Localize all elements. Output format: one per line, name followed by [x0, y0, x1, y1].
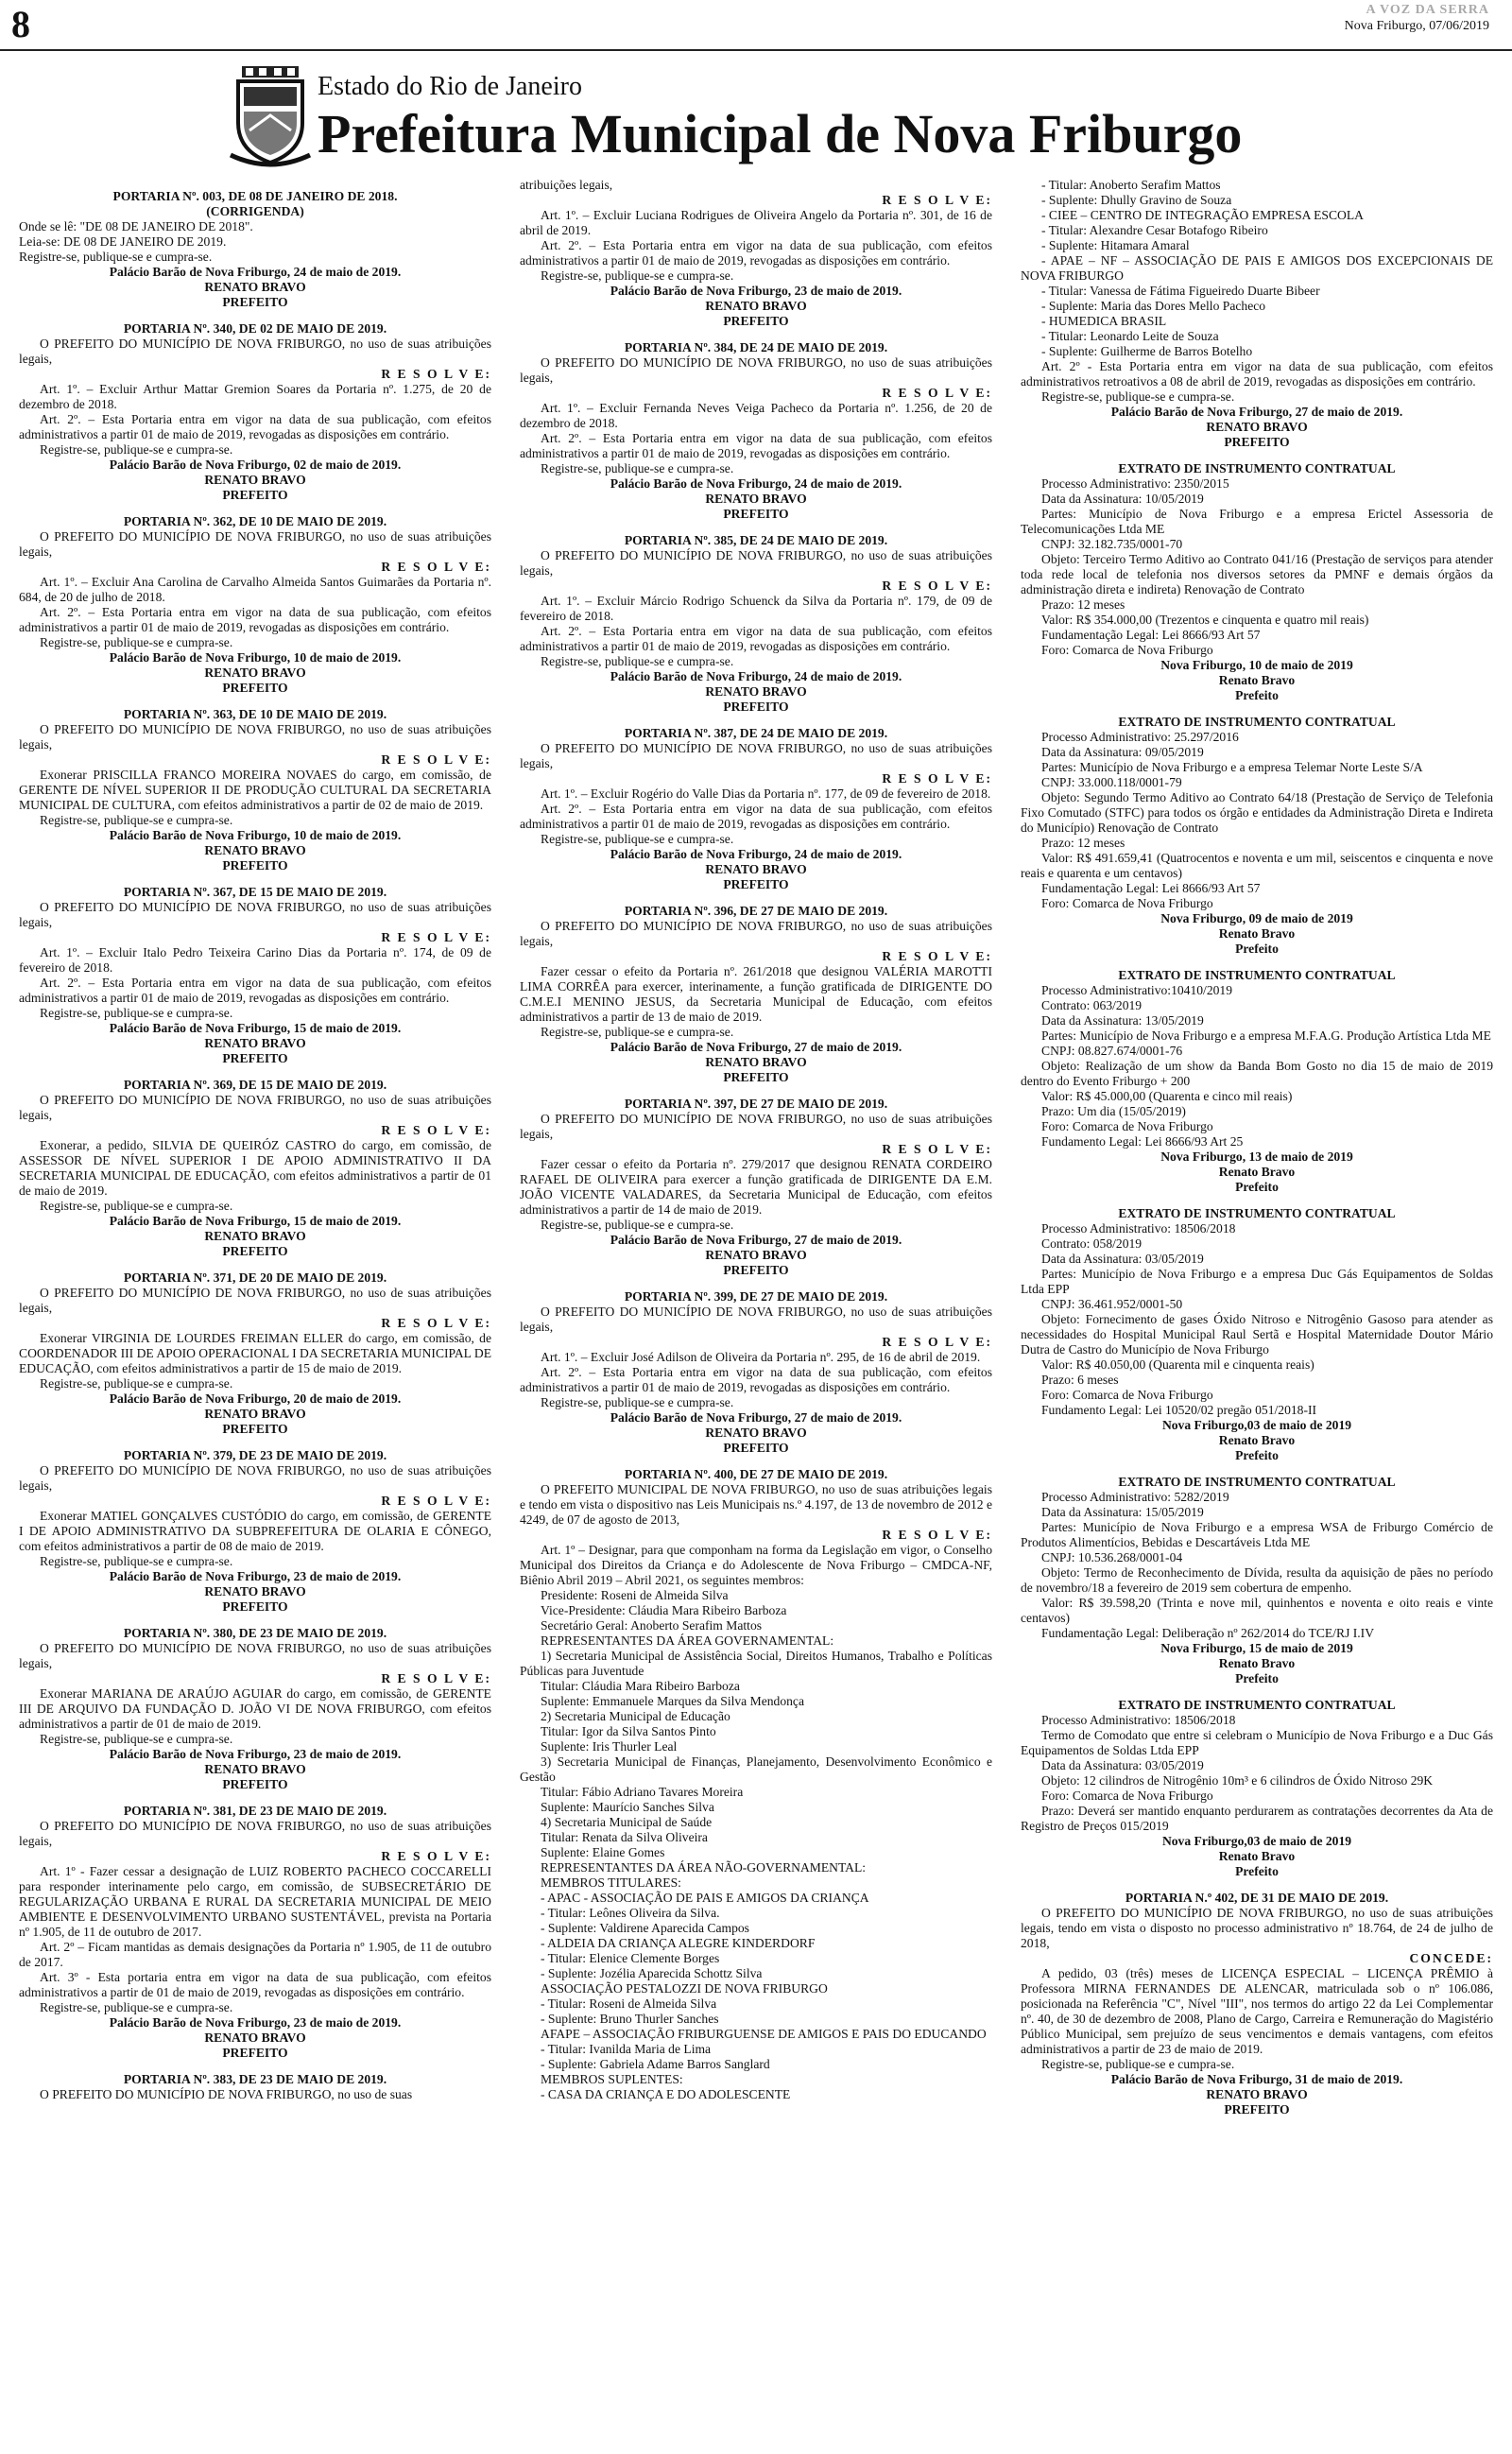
signature-line: RENATO BRAVO [204, 1407, 306, 1421]
resolve-heading: R E S O L V E: [381, 930, 491, 944]
paragraph: Art. 2º. – Esta Portaria entra em vigor na data de sua publicação, com efeitos administrativos a partir 01 de maio de 2019, revogadas as disposições em contrário. [520, 1365, 992, 1394]
paragraph: Titular: Igor da Silva Santos Pinto [541, 1724, 716, 1738]
signature-line: Palácio Barão de Nova Friburgo, 15 de maio de 2019. [109, 1214, 402, 1228]
signature-line: PREFEITO [1224, 2102, 1290, 2117]
signature-line: Palácio Barão de Nova Friburgo, 27 de maio de 2019. [1110, 405, 1403, 419]
resolve-heading: R E S O L V E: [882, 579, 992, 593]
signature-line: PREFEITO [222, 295, 288, 309]
signature-line: PREFEITO [222, 1422, 288, 1436]
resolve-heading: R E S O L V E: [381, 367, 491, 381]
signature-line: PREFEITO [222, 681, 288, 695]
state-name: Estado do Rio de Janeiro [318, 72, 582, 101]
signature-line: RENATO BRAVO [705, 1248, 807, 1262]
paragraph: Art. 1º. – Excluir Ana Carolina de Carvalho Almeida Santos Guimarães da Portaria nº. 684, de 20 de julho de 2018. [19, 575, 491, 604]
paragraph: 2) Secretaria Municipal de Educação [541, 1709, 730, 1723]
resolve-heading: R E S O L V E: [882, 386, 992, 400]
resolve-heading: R E S O L V E: [882, 1528, 992, 1542]
signature-line: Palácio Barão de Nova Friburgo, 24 de maio de 2019. [610, 476, 902, 491]
paragraph: Processo Administrativo: 2350/2015 [1041, 476, 1229, 491]
paragraph: - Titular: Ivanilda Maria de Lima [541, 2042, 712, 2056]
paragraph: Exonerar, a pedido, SILVIA DE QUEIRÓZ CASTRO do cargo, em comissão, de ASSESSOR DE NÍVEL SUPERIOR I DE APOIO ADMINISTRATIVO II DA SECRETARIA MUNICIPAL DE EDUCAÇÃO, com efeitos administrativos a partir de 01 de maio de 2019. [19, 1138, 491, 1198]
paragraph: Valor: R$ 491.659,41 (Quatrocentos e noventa e um mil, seiscentos e cinquenta e nove reais e quarenta e um centavos) [1021, 851, 1493, 880]
signature-line: PREFEITO [1224, 435, 1290, 449]
signature-line: Palácio Barão de Nova Friburgo, 27 de maio de 2019. [610, 1040, 902, 1054]
masthead [227, 55, 1342, 178]
paragraph: Registre-se, publique-se e cumpra-se. [40, 813, 233, 827]
signature-line: Prefeito [1235, 1448, 1279, 1462]
paragraph: Prazo: 6 meses [1041, 1373, 1119, 1387]
paragraph: Registre-se, publique-se e cumpra-se. [19, 250, 213, 264]
paragraph: Exonerar MARIANA DE ARAÚJO AGUIAR do cargo, em comissão, de GERENTE III DE ARQUIVO DA FUNDAÇÃO D. JOÃO VI DE NOVA FRIBURGO, com efeitos administrativos a partir de 01 de maio de 2019. [19, 1686, 491, 1731]
paragraph: Fundamentação Legal: Deliberação nº 262/2014 do TCE/RJ I.IV [1041, 1626, 1375, 1640]
page-header [0, 0, 1512, 51]
signature-line: Nova Friburgo, 13 de maio de 2019 [1160, 1149, 1353, 1164]
coat-of-arms-icon [227, 64, 314, 168]
paragraph: Valor: R$ 45.000,00 (Quarenta e cinco mil reais) [1041, 1089, 1293, 1103]
paragraph: - CIEE – CENTRO DE INTEGRAÇÃO EMPRESA ESCOLA [1041, 208, 1364, 222]
paragraph: CNPJ: 36.461.952/0001-50 [1041, 1297, 1183, 1311]
signature-line: RENATO BRAVO [705, 684, 807, 699]
signature-line: Palácio Barão de Nova Friburgo, 23 de maio de 2019. [109, 2015, 402, 2030]
signature-line: Palácio Barão de Nova Friburgo, 23 de maio de 2019. [610, 284, 902, 298]
signature-line: Palácio Barão de Nova Friburgo, 02 de maio de 2019. [109, 458, 402, 472]
resolve-heading: R E S O L V E: [381, 752, 491, 767]
paragraph: Art. 1º - Fazer cessar a designação de LUIZ ROBERTO PACHECO COCCARELLI para responder interinamente pelo cargo, em comissão, de SUBSECRETÁRIO DE REGULARIZAÇÃO URBANA E RURAL DA SECRETARIA MUNICIPAL DE MEIO AMBIENTE E DESENVOLVIMENTO URBANO SUSTENTÁVEL, prevista na Portaria nº 1.905, de 11 de outubro de 2017. [19, 1864, 491, 1939]
paragraph: O PREFEITO DO MUNICÍPIO DE NOVA FRIBURGO, no uso de suas atribuições legais, [520, 355, 992, 385]
paragraph: - Titular: Anoberto Serafim Mattos [1041, 178, 1221, 192]
paragraph: Registre-se, publique-se e cumpra-se. [1041, 2057, 1235, 2071]
signature-line: PREFEITO [723, 877, 789, 891]
paragraph: Vice-Presidente: Cláudia Mara Ribeiro Barboza [541, 1603, 787, 1617]
paragraph: A pedido, 03 (três) meses de LICENÇA ESPECIAL – LICENÇA PRÊMIO à Professora MIRNA FERNANDES DE ALENCAR, matriculada sob o nº 106.086, posicionada na Referência "C", Nível "III", nos termos do artigo 22 da Lei Complementar nº. 40, de 30 de dezembro de 2008, Plano de Cargo, Carreira e Remuneração do Magistério Público Municipal, sem prejuízo de seus vencimentos e demais vantagens, com efeitos administrativos a partir de 23 de maio de 2019. [1021, 1966, 1493, 2056]
paragraph: CNPJ: 10.536.268/0001-04 [1041, 1550, 1183, 1564]
signature-line: Renato Bravo [1218, 926, 1296, 941]
signature-line: Renato Bravo [1218, 1433, 1296, 1447]
paragraph: MEMBROS TITULARES: [541, 1875, 681, 1890]
paragraph: - Suplente: Dhully Gravino de Souza [1041, 193, 1232, 207]
paragraph: Exonerar MATIEL GONÇALVES CUSTÓDIO do cargo, em comissão, de GERENTE I DE APOIO ADMINISTRATIVO DA SUBPREFEITURA DE OLARIA E CÔNEGO, com efeitos administrativos a partir de 08 de maio de 2019. [19, 1509, 491, 1553]
signature-line: Renato Bravo [1218, 673, 1296, 687]
signature-line: RENATO BRAVO [705, 862, 807, 876]
paragraph: AFAPE – ASSOCIAÇÃO FRIBURGUENSE DE AMIGOS E PAIS DO EDUCANDO [541, 2027, 987, 2041]
act-title: EXTRATO DE INSTRUMENTO CONTRATUAL [1118, 1206, 1396, 1220]
paragraph: Exonerar PRISCILLA FRANCO MOREIRA NOVAES do cargo, em comissão, de GERENTE DE NÍVEL SUPERIOR II DE PRODUÇÃO CULTURAL DA SECRETARIA MUNICIPAL DE CULTURA, com efeitos administrativos a partir de 02 de maio de 2019. [19, 768, 491, 812]
paragraph: Art. 1º. – Excluir Arthur Mattar Gremion Soares da Portaria nº. 1.275, de 20 de dezembro de 2018. [19, 382, 491, 411]
paragraph: Processo Administrativo: 25.297/2016 [1041, 730, 1239, 744]
signature-line: Prefeito [1235, 1671, 1279, 1685]
paragraph: - Titular: Leonardo Leite de Souza [1041, 329, 1219, 343]
paragraph: Suplente: Elaine Gomes [541, 1845, 665, 1859]
act-title: PORTARIA Nº. 396, DE 27 DE MAIO DE 2019. [624, 904, 888, 918]
act-title: PORTARIA Nº. 379, DE 23 DE MAIO DE 2019. [123, 1448, 387, 1462]
paragraph: Registre-se, publique-se e cumpra-se. [40, 1376, 233, 1391]
paragraph: - Suplente: Maria das Dores Mello Pacheco [1041, 299, 1266, 313]
paragraph: O PREFEITO DO MUNICÍPIO DE NOVA FRIBURGO, no uso de suas atribuições legais, [19, 1463, 491, 1493]
paragraph: Art. 2º. – Esta Portaria entra em vigor na data de sua publicação, com efeitos administrativos a partir 01 de maio de 2019, revogadas as disposições em contrário. [520, 802, 992, 831]
signature-line: Renato Bravo [1218, 1165, 1296, 1179]
signature-line: Palácio Barão de Nova Friburgo, 20 de maio de 2019. [109, 1391, 402, 1406]
paragraph: O PREFEITO DO MUNICÍPIO DE NOVA FRIBURGO, no uso de suas atribuições legais, [19, 722, 491, 752]
paragraph: Objeto: Segundo Termo Aditivo ao Contrato 64/18 (Prestação de Serviço de Telefonia Fixo Comutado (STFC) para todos os órgão e entidades da Administração Direta e Indireta do Município) Renovação de Contrato [1021, 790, 1493, 835]
paragraph: Art. 2º. – Esta Portaria entra em vigor na data de sua publicação, com efeitos administrativos a partir 01 de maio de 2019, revogadas as disposições em contrário. [19, 412, 491, 441]
paragraph: CNPJ: 08.827.674/0001-76 [1041, 1044, 1183, 1058]
column-1 [19, 178, 491, 2446]
paragraph: Art. 1º. – Excluir Fernanda Neves Veiga Pacheco da Portaria nº. 1.256, de 20 de dezembro de 2018. [520, 401, 992, 430]
paragraph: REPRESENTANTES DA ÁREA GOVERNAMENTAL: [541, 1633, 834, 1648]
paragraph: Processo Administrativo:10410/2019 [1041, 983, 1233, 997]
paragraph: Titular: Cláudia Mara Ribeiro Barboza [541, 1679, 740, 1693]
paragraph: Termo de Comodato que entre si celebram o Município de Nova Friburgo e a Duc Gás Equipamentos de Soldas Ltda EPP [1021, 1728, 1493, 1757]
resolve-heading: R E S O L V E: [381, 560, 491, 574]
signature-line: Prefeito [1235, 942, 1279, 956]
resolve-heading: R E S O L V E: [882, 949, 992, 963]
signature-line: Renato Bravo [1218, 1656, 1296, 1670]
resolve-heading: R E S O L V E: [381, 1123, 491, 1137]
paragraph: Prazo: 12 meses [1041, 836, 1125, 850]
paragraph: O PREFEITO DO MUNICÍPIO DE NOVA FRIBURGO, no uso de suas atribuições legais, [19, 337, 491, 366]
signature-line: Palácio Barão de Nova Friburgo, 31 de maio de 2019. [1110, 2072, 1403, 2086]
signature-line: Palácio Barão de Nova Friburgo, 27 de maio de 2019. [610, 1233, 902, 1247]
signature-line: RENATO BRAVO [1206, 2087, 1308, 2101]
signature-line: RENATO BRAVO [204, 1229, 306, 1243]
paragraph: O PREFEITO DO MUNICÍPIO DE NOVA FRIBURGO, no uso de suas atribuições legais, [19, 900, 491, 929]
paragraph: MEMBROS SUPLENTES: [541, 2072, 683, 2086]
paragraph: Registre-se, publique-se e cumpra-se. [40, 1732, 233, 1746]
signature-line: RENATO BRAVO [705, 1055, 807, 1069]
paragraph: 3) Secretaria Municipal de Finanças, Planejamento, Desenvolvimento Econômico e Gestão [520, 1754, 992, 1784]
paragraph: O PREFEITO DO MUNICÍPIO DE NOVA FRIBURGO, no uso de suas atribuições legais, [19, 1641, 491, 1670]
act-title: EXTRATO DE INSTRUMENTO CONTRATUAL [1118, 1698, 1396, 1712]
paragraph: - APAC - ASSOCIAÇÃO DE PAIS E AMIGOS DA CRIANÇA [541, 1891, 869, 1905]
paragraph: O PREFEITO DO MUNICÍPIO DE NOVA FRIBURGO, no uso de suas atribuições legais, [520, 548, 992, 578]
paragraph: Foro: Comarca de Nova Friburgo [1041, 1388, 1213, 1402]
paragraph: Fundamentação Legal: Lei 8666/93 Art 57 [1041, 881, 1261, 895]
paragraph: Art. 3º - Esta portaria entra em vigor na data de sua publicação, com efeitos administrativos a partir de 01 de maio de 2019, revogadas as disposições em contrário. [19, 1970, 491, 1999]
act-title: PORTARIA Nº. 367, DE 15 DE MAIO DE 2019. [123, 885, 387, 899]
signature-line: Palácio Barão de Nova Friburgo, 27 de maio de 2019. [610, 1410, 902, 1425]
paragraph: Processo Administrativo: 5282/2019 [1041, 1490, 1229, 1504]
act-title: PORTARIA Nº. 003, DE 08 DE JANEIRO DE 2018. [112, 189, 398, 203]
resolve-heading: R E S O L V E: [882, 1335, 992, 1349]
paragraph: Onde se lê: "DE 08 DE JANEIRO DE 2018". [19, 219, 253, 233]
signature-line: PREFEITO [222, 1599, 288, 1614]
paragraph: O PREFEITO DO MUNICÍPIO DE NOVA FRIBURGO, no uso de suas [40, 2087, 413, 2101]
signature-line: PREFEITO [222, 2046, 288, 2060]
paragraph: Foro: Comarca de Nova Friburgo [1041, 896, 1213, 910]
paragraph: Valor: R$ 40.050,00 (Quarenta mil e cinquenta reais) [1041, 1357, 1314, 1372]
paragraph: Foro: Comarca de Nova Friburgo [1041, 1119, 1213, 1133]
paragraph: Objeto: Terceiro Termo Aditivo ao Contrato 041/16 (Prestação de serviços para atender toda rede local de telefonia nos diversos setores da PMNF e demais órgãos da administração direta e indireta) Renovação de Contrato [1021, 552, 1493, 596]
resolve-heading: R E S O L V E: [381, 1671, 491, 1685]
paragraph: Registre-se, publique-se e cumpra-se. [541, 1025, 734, 1039]
paragraph: - CASA DA CRIANÇA E DO ADOLESCENTE [541, 2087, 791, 2101]
resolve-heading: R E S O L V E: [882, 771, 992, 786]
official-acts [19, 178, 1493, 2446]
signature-line: RENATO BRAVO [204, 1584, 306, 1599]
paragraph: Data da Assinatura: 13/05/2019 [1041, 1013, 1204, 1028]
resolve-heading: CONCEDE: [1409, 1951, 1493, 1965]
act-title: PORTARIA Nº. 369, DE 15 DE MAIO DE 2019. [123, 1078, 387, 1092]
signature-line: PREFEITO [723, 700, 789, 714]
paragraph: Registre-se, publique-se e cumpra-se. [40, 1199, 233, 1213]
signature-line: Nova Friburgo, 09 de maio de 2019 [1160, 911, 1353, 925]
act-title: PORTARIA Nº. 384, DE 24 DE MAIO DE 2019. [624, 340, 888, 354]
paragraph: Foro: Comarca de Nova Friburgo [1041, 1789, 1213, 1803]
signature-line: PREFEITO [222, 488, 288, 502]
paragraph: Art. 1º. – Excluir José Adilson de Oliveira da Portaria nº. 295, de 16 de abril de 2019. [541, 1350, 981, 1364]
paragraph: 1) Secretaria Municipal de Assistência Social, Direitos Humanos, Trabalho e Políticas Públicas para Juventude [520, 1649, 992, 1678]
paragraph: - Suplente: Guilherme de Barros Botelho [1041, 344, 1253, 358]
signature-line: Palácio Barão de Nova Friburgo, 10 de maio de 2019. [109, 650, 402, 665]
paragraph: Data da Assinatura: 15/05/2019 [1041, 1505, 1204, 1519]
signature-line: RENATO BRAVO [204, 1036, 306, 1050]
paragraph: Registre-se, publique-se e cumpra-se. [541, 832, 734, 846]
paragraph: Art. 1º. – Excluir Luciana Rodrigues de Oliveira Angelo da Portaria nº. 301, de 16 de abril de 2019. [520, 208, 992, 237]
signature-line: Palácio Barão de Nova Friburgo, 23 de maio de 2019. [109, 1569, 402, 1583]
paragraph: Objeto: 12 cilindros de Nitrogênio 10m³ e 6 cilindros de Óxido Nitroso 29K [1041, 1773, 1434, 1788]
signature-line: Nova Friburgo, 15 de maio de 2019 [1160, 1641, 1353, 1655]
paragraph: Data da Assinatura: 03/05/2019 [1041, 1252, 1204, 1266]
paragraph: CNPJ: 33.000.118/0001-79 [1041, 775, 1182, 789]
paragraph: Partes: Município de Nova Friburgo e a empresa Erictel Assessoria de Telecomunicações Ltda ME [1021, 507, 1493, 536]
signature-line: RENATO BRAVO [204, 665, 306, 680]
paragraph: Prazo: Deverá ser mantido enquanto perdurarem as contratações decorrentes da Ata de Registro de Preços 015/2019 [1021, 1804, 1493, 1833]
signature-line: PREFEITO [222, 858, 288, 873]
paragraph: Registre-se, publique-se e cumpra-se. [40, 1554, 233, 1568]
paragraph: Fundamento Legal: Lei 8666/93 Art 25 [1041, 1134, 1244, 1149]
paragraph: Suplente: Iris Thurler Leal [541, 1739, 678, 1754]
act-title: PORTARIA Nº. 400, DE 27 DE MAIO DE 2019. [624, 1467, 888, 1481]
paragraph: Data da Assinatura: 09/05/2019 [1041, 745, 1204, 759]
paragraph: O PREFEITO DO MUNICÍPIO DE NOVA FRIBURGO, no uso de suas atribuições legais, [19, 1819, 491, 1848]
resolve-heading: R E S O L V E: [882, 193, 992, 207]
page-number: 8 [11, 3, 30, 45]
paragraph: O PREFEITO DO MUNICÍPIO DE NOVA FRIBURGO, no uso de suas atribuições legais, [19, 1286, 491, 1315]
act-title: PORTARIA N.º 402, DE 31 DE MAIO DE 2019. [1125, 1891, 1389, 1905]
paragraph: - Suplente: Hitamara Amaral [1041, 238, 1190, 252]
signature-line: RENATO BRAVO [204, 1762, 306, 1776]
act-title: PORTARIA Nº. 399, DE 27 DE MAIO DE 2019. [624, 1289, 888, 1304]
paragraph: - Titular: Alexandre Cesar Botafogo Ribeiro [1041, 223, 1268, 237]
paragraph: Exonerar VIRGINIA DE LOURDES FREIMAN ELLER do cargo, em comissão, de COORDENADOR III DE APOIO OPERACIONAL I DA SECRETARIA MUNICIPAL DE EDUCAÇÃO, com efeitos administrativos a partir de 15 de maio de 2019. [19, 1331, 491, 1375]
paragraph: Registre-se, publique-se e cumpra-se. [40, 2000, 233, 2014]
dateline: Nova Friburgo, 07/06/2019 [1344, 19, 1489, 33]
paragraph: Art. 1º – Designar, para que componham na forma da Legislação em vigor, o Conselho Municipal dos Direitos da Criança e do Adolescente de Nova Friburgo – CMDCA-NF, Biênio Abril 2019 – Abril 2021, os seguintes membros: [520, 1543, 992, 1587]
paragraph: Art. 1º. – Excluir Italo Pedro Teixeira Carino Dias da Portaria nº. 174, de 09 de fevereiro de 2018. [19, 945, 491, 975]
signature-line: PREFEITO [723, 1441, 789, 1455]
signature-line: Prefeito [1235, 688, 1279, 702]
signature-line: Palácio Barão de Nova Friburgo, 24 de maio de 2019. [109, 265, 402, 279]
paragraph: Registre-se, publique-se e cumpra-se. [541, 268, 734, 283]
paragraph: 4) Secretaria Municipal de Saúde [541, 1815, 713, 1829]
signature-line: RENATO BRAVO [204, 473, 306, 487]
paragraph: REPRESENTANTES DA ÁREA NÃO-GOVERNAMENTAL: [541, 1860, 867, 1875]
paragraph: Partes: Município de Nova Friburgo e a empresa M.F.A.G. Produção Artística Ltda ME [1041, 1028, 1491, 1043]
act-title: PORTARIA Nº. 383, DE 23 DE MAIO DE 2019. [123, 2072, 387, 2086]
paragraph: - Suplente: Valdirene Aparecida Campos [541, 1921, 749, 1935]
signature-line: Palácio Barão de Nova Friburgo, 10 de maio de 2019. [109, 828, 402, 842]
signature-line: RENATO BRAVO [705, 1426, 807, 1440]
signature-line: PREFEITO [222, 1244, 288, 1258]
paragraph: Art. 2º. – Esta Portaria entra em vigor na data de sua publicação, com efeitos administrativos a partir 01 de maio de 2019, revogadas as disposições em contrário. [520, 624, 992, 653]
act-title: PORTARIA Nº. 381, DE 23 DE MAIO DE 2019. [123, 1804, 387, 1818]
signature-line: Prefeito [1235, 1864, 1279, 1878]
act-title: EXTRATO DE INSTRUMENTO CONTRATUAL [1118, 968, 1396, 982]
signature-line: PREFEITO [723, 507, 789, 521]
signature-line: Palácio Barão de Nova Friburgo, 15 de maio de 2019. [109, 1021, 402, 1035]
paragraph: atribuições legais, [520, 178, 613, 192]
act-title: PORTARIA Nº. 397, DE 27 DE MAIO DE 2019. [624, 1097, 888, 1111]
signature-line: PREFEITO [723, 314, 789, 328]
act-title: EXTRATO DE INSTRUMENTO CONTRATUAL [1118, 715, 1396, 729]
paragraph: Titular: Renata da Silva Oliveira [541, 1830, 708, 1844]
signature-line: PREFEITO [723, 1263, 789, 1277]
paragraph: Registre-se, publique-se e cumpra-se. [1041, 389, 1235, 404]
paragraph: Registre-se, publique-se e cumpra-se. [40, 635, 233, 649]
signature-line: PREFEITO [222, 1051, 288, 1065]
paragraph: Art. 2º - Esta Portaria entra em vigor na data de sua publicação, com efeitos administrativos retroativos a 08 de abril de 2019, revogadas as disposições em contrário. [1021, 359, 1493, 389]
paragraph: Partes: Município de Nova Friburgo e a empresa Duc Gás Equipamentos de Soldas Ltda EPP [1021, 1267, 1493, 1296]
paragraph: - Suplente: Bruno Thurler Sanches [541, 2012, 719, 2026]
paragraph: - Titular: Elenice Clemente Borges [541, 1951, 720, 1965]
resolve-heading: R E S O L V E: [381, 1849, 491, 1863]
paragraph: O PREFEITO DO MUNICÍPIO DE NOVA FRIBURGO, no uso de suas atribuições legais, [19, 1093, 491, 1122]
signature-line: Prefeito [1235, 1180, 1279, 1194]
paragraph: Art. 1º. – Excluir Márcio Rodrigo Schuenck da Silva da Portaria nº. 179, de 09 de fevereiro de 2018. [520, 594, 992, 623]
paragraph: Fundamentação Legal: Lei 8666/93 Art 57 [1041, 628, 1261, 642]
paragraph: - HUMEDICA BRASIL [1041, 314, 1167, 328]
paragraph: Foro: Comarca de Nova Friburgo [1041, 643, 1213, 657]
signature-line: Nova Friburgo,03 de maio de 2019 [1161, 1834, 1352, 1848]
act-title: PORTARIA Nº. 362, DE 10 DE MAIO DE 2019. [123, 514, 387, 528]
act-title: EXTRATO DE INSTRUMENTO CONTRATUAL [1118, 461, 1396, 475]
signature-line: (CORRIGENDA) [206, 204, 304, 218]
paragraph: Partes: Município de Nova Friburgo e a empresa WSA de Friburgo Comércio de Produtos Alimentícios, Bebidas e Descartáveis Ltda ME [1021, 1520, 1493, 1549]
resolve-heading: R E S O L V E: [882, 1142, 992, 1156]
signature-line: RENATO BRAVO [705, 299, 807, 313]
signature-line: RENATO BRAVO [705, 492, 807, 506]
signature-line: PREFEITO [723, 1070, 789, 1084]
paragraph: Prazo: Um dia (15/05/2019) [1041, 1104, 1186, 1118]
paragraph: Partes: Município de Nova Friburgo e a empresa Telemar Norte Leste S/A [1041, 760, 1423, 774]
paragraph: Art. 2º. – Esta Portaria entra em vigor na data de sua publicação, com efeitos administrativos a partir 01 de maio de 2019, revogadas as disposições em contrário. [19, 976, 491, 1005]
paragraph: Presidente: Roseni de Almeida Silva [541, 1588, 729, 1602]
paragraph: Art. 2º. – Esta Portaria entra em vigor na data de sua publicação, com efeitos administrativos a partir 01 de maio de 2019, revogadas as disposições em contrário. [520, 238, 992, 268]
paragraph: O PREFEITO DO MUNICÍPIO DE NOVA FRIBURGO, no uso de suas atribuições legais, tendo em vista o disposto no processo administrativo nº 18.764, de 24 de julho de 2018, [1021, 1906, 1493, 1950]
newspaper-name: A VOZ DA SERRA [1366, 3, 1489, 17]
signature-line: Palácio Barão de Nova Friburgo, 24 de maio de 2019. [610, 669, 902, 683]
paragraph: ASSOCIAÇÃO PESTALOZZI DE NOVA FRIBURGO [541, 1981, 828, 1996]
paragraph: Contrato: 063/2019 [1041, 998, 1143, 1012]
paragraph: - Suplente: Jozélia Aparecida Schottz Silva [541, 1966, 763, 1980]
signature-line: Nova Friburgo, 10 de maio de 2019 [1160, 658, 1353, 672]
paragraph: - Suplente: Gabriela Adame Barros Sanglard [541, 2057, 770, 2071]
paragraph: CNPJ: 32.182.735/0001-70 [1041, 537, 1183, 551]
paragraph: Titular: Fábio Adriano Tavares Moreira [541, 1785, 744, 1799]
paragraph: O PREFEITO DO MUNICÍPIO DE NOVA FRIBURGO, no uso de suas atribuições legais, [520, 1112, 992, 1141]
signature-line: Renato Bravo [1218, 1849, 1296, 1863]
act-title: PORTARIA Nº. 340, DE 02 DE MAIO DE 2019. [123, 321, 387, 336]
paragraph: Processo Administrativo: 18506/2018 [1041, 1713, 1236, 1727]
paragraph: O PREFEITO DO MUNICÍPIO DE NOVA FRIBURGO, no uso de suas atribuições legais, [520, 1305, 992, 1334]
act-title: PORTARIA Nº. 363, DE 10 DE MAIO DE 2019. [123, 707, 387, 721]
column-2 [520, 178, 992, 2446]
signature-line: Palácio Barão de Nova Friburgo, 23 de maio de 2019. [109, 1747, 402, 1761]
signature-line: RENATO BRAVO [204, 843, 306, 857]
column-3 [1021, 178, 1493, 2446]
paragraph: Suplente: Emmanuele Marques da Silva Mendonça [541, 1694, 804, 1708]
paragraph: Suplente: Maurício Sanches Silva [541, 1800, 714, 1814]
paragraph: Registre-se, publique-se e cumpra-se. [541, 1395, 734, 1409]
paragraph: Secretário Geral: Anoberto Serafim Mattos [541, 1618, 763, 1633]
paragraph: Contrato: 058/2019 [1041, 1236, 1143, 1251]
paragraph: Registre-se, publique-se e cumpra-se. [40, 1006, 233, 1020]
paragraph: Data da Assinatura: 10/05/2019 [1041, 492, 1204, 506]
paragraph: Objeto: Termo de Reconhecimento de Dívida, resulta da aquisição de pães no período de novembro/18 a fevereiro de 2019 sem cobertura de empenho. [1021, 1565, 1493, 1595]
act-title: PORTARIA Nº. 371, DE 20 DE MAIO DE 2019. [123, 1270, 387, 1285]
prefecture-title: Prefeitura Municipal de Nova Friburgo [318, 103, 1243, 164]
signature-line: RENATO BRAVO [204, 280, 306, 294]
signature-line: RENATO BRAVO [1206, 420, 1308, 434]
paragraph: Objeto: Fornecimento de gases Óxido Nitroso e Nitrogênio Gasoso para atender as necessidades do Hospital Municipal Raul Sertã e Hospital Maternidade Doutor Mário Dutra de Castro do Município de Nova Friburgo [1021, 1312, 1493, 1357]
act-title: PORTARIA Nº. 380, DE 23 DE MAIO DE 2019. [123, 1626, 387, 1640]
paragraph: Art. 2º. – Esta Portaria entra em vigor na data de sua publicação, com efeitos administrativos a partir 01 de maio de 2019, revogadas as disposições em contrário. [19, 605, 491, 634]
paragraph: O PREFEITO DO MUNICÍPIO DE NOVA FRIBURGO, no uso de suas atribuições legais, [19, 529, 491, 559]
signature-line: RENATO BRAVO [204, 2031, 306, 2045]
paragraph: Data da Assinatura: 03/05/2019 [1041, 1758, 1204, 1772]
act-title: EXTRATO DE INSTRUMENTO CONTRATUAL [1118, 1475, 1396, 1489]
paragraph: Leia-se: DE 08 DE JANEIRO DE 2019. [19, 234, 227, 249]
paragraph: - Titular: Leônes Oliveira da Silva. [541, 1906, 720, 1920]
paragraph: - Titular: Vanessa de Fátima Figueiredo Duarte Bibeer [1041, 284, 1320, 298]
resolve-heading: R E S O L V E: [381, 1316, 491, 1330]
paragraph: - ALDEIA DA CRIANÇA ALEGRE KINDERDORF [541, 1936, 816, 1950]
paragraph: Fazer cessar o efeito da Portaria nº. 261/2018 que designou VALÉRIA MAROTTI LIMA CORRÊA para exercer, interinamente, a função gratificada de DIRIGENTE DO C.M.E.I MENINO JESUS, da Secretaria Municipal de Educação, com efeitos administrativos a partir de 13 de maio de 2019. [520, 964, 992, 1024]
paragraph: Valor: R$ 39.598,20 (Trinta e nove mil, quinhentos e noventa e oito reais e vinte centavos) [1021, 1596, 1493, 1625]
paragraph: O PREFEITO MUNICIPAL DE NOVA FRIBURGO, no uso de suas atribuições legais e tendo em vista o dispositivo nas Leis Municipais ns.º 4.197, de 13 de novembro de 2012 e 4249, de 07 de agosto de 2013, [520, 1482, 992, 1527]
paragraph: Prazo: 12 meses [1041, 597, 1125, 612]
paragraph: O PREFEITO DO MUNICÍPIO DE NOVA FRIBURGO, no uso de suas atribuições legais, [520, 741, 992, 770]
paragraph: - APAE – NF – ASSOCIAÇÃO DE PAIS E AMIGOS DOS EXCEPCIONAIS DE NOVA FRIBURGO [1021, 253, 1493, 283]
paragraph: Valor: R$ 354.000,00 (Trezentos e cinquenta e quatro mil reais) [1041, 613, 1369, 627]
paragraph: Art. 2º – Ficam mantidas as demais designações da Portaria nº 1.905, de 11 de outubro de 2017. [19, 1940, 491, 1969]
resolve-heading: R E S O L V E: [381, 1494, 491, 1508]
signature-line: Palácio Barão de Nova Friburgo, 24 de maio de 2019. [610, 847, 902, 861]
paragraph: Processo Administrativo: 18506/2018 [1041, 1221, 1236, 1236]
paragraph: Registre-se, publique-se e cumpra-se. [40, 442, 233, 457]
paragraph: Registre-se, publique-se e cumpra-se. [541, 654, 734, 668]
paragraph: - Titular: Roseni de Almeida Silva [541, 1996, 717, 2011]
paragraph: Objeto: Realização de um show da Banda Bom Gosto no dia 15 de maio de 2019 dentro do Evento Friburgo + 200 [1021, 1059, 1493, 1088]
paragraph: Registre-se, publique-se e cumpra-se. [541, 1218, 734, 1232]
paragraph: Registre-se, publique-se e cumpra-se. [541, 461, 734, 475]
act-title: PORTARIA Nº. 385, DE 24 DE MAIO DE 2019. [624, 533, 888, 547]
paragraph: Art. 2º. – Esta Portaria entra em vigor na data de sua publicação, com efeitos administrativos a partir 01 de maio de 2019, revogadas as disposições em contrário. [520, 431, 992, 460]
paragraph: O PREFEITO DO MUNICÍPIO DE NOVA FRIBURGO, no uso de suas atribuições legais, [520, 919, 992, 948]
signature-line: PREFEITO [222, 1777, 288, 1791]
paragraph: Fazer cessar o efeito da Portaria nº. 279/2017 que designou RENATA CORDEIRO RAFAEL DE OLIVEIRA para exercer a função gratificada de DIRIGENTE DA E.M. JOÃO VICENTE VALADARES, da Secretaria Municipal de Educação, com efeitos administrativos a partir de 14 de maio de 2019. [520, 1157, 992, 1217]
paragraph: Fundamento Legal: Lei 10520/02 pregão 051/2018-II [1041, 1403, 1317, 1417]
newspaper-info [1345, 2, 1489, 34]
signature-line: Nova Friburgo,03 de maio de 2019 [1161, 1418, 1352, 1432]
paragraph: Art. 1º. – Excluir Rogério do Valle Dias da Portaria nº. 177, de 09 de fevereiro de 2018. [541, 786, 991, 801]
act-title: PORTARIA Nº. 387, DE 24 DE MAIO DE 2019. [624, 726, 888, 740]
